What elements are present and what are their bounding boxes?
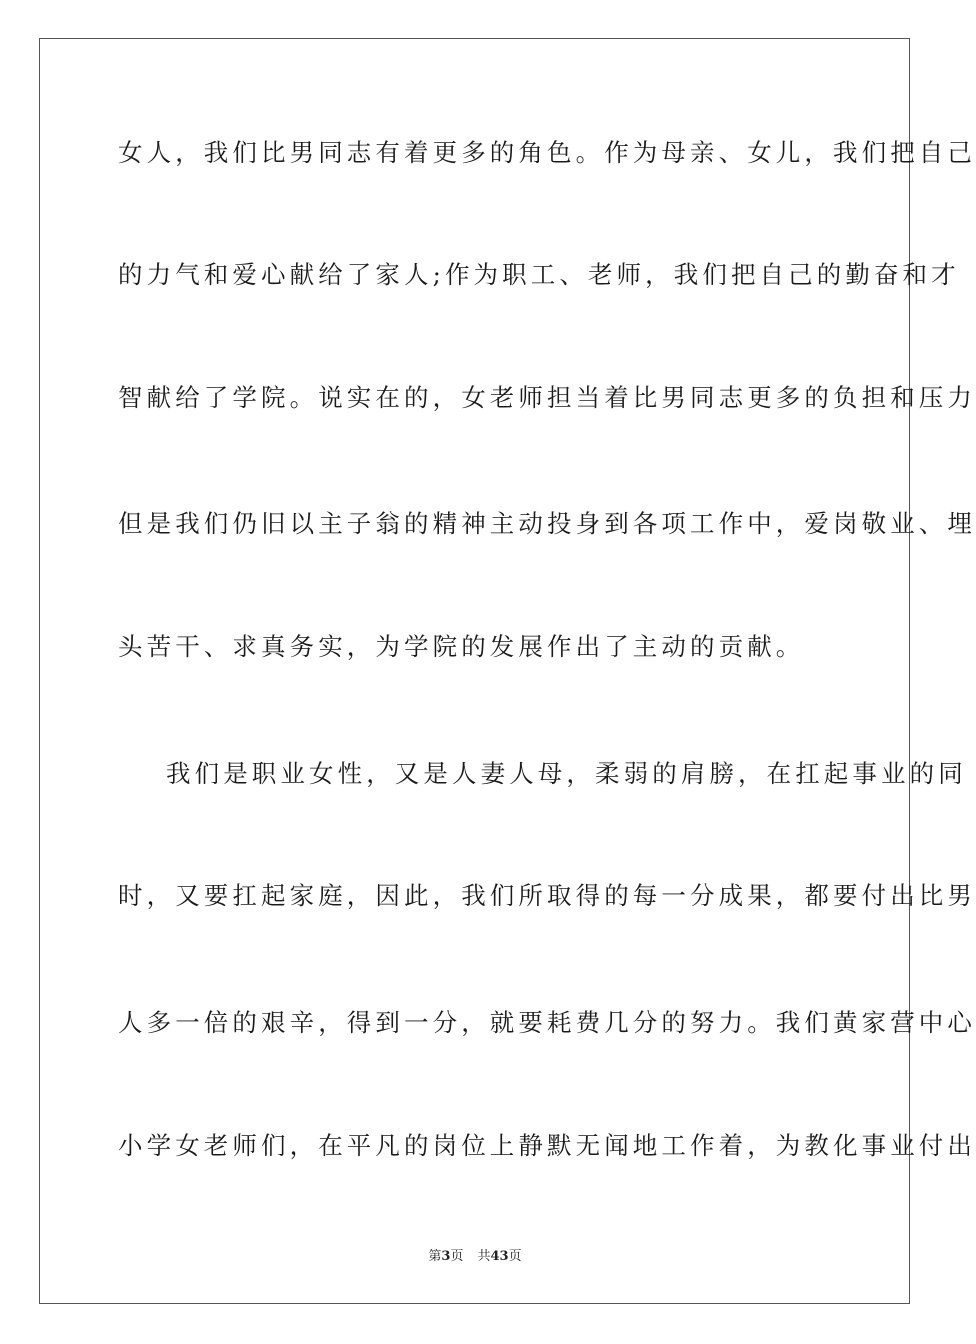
page-footer bbox=[0, 1248, 950, 1266]
body-text-line-3: 智献给了学院。说实在的，女老师担当着比男同志更多的负担和压力 bbox=[118, 383, 976, 412]
body-text-line-5: 头苦干、求真务实，为学院的发展作出了主动的贡献。 bbox=[118, 632, 805, 661]
total-pages-indicator: 共43页 bbox=[477, 1249, 522, 1264]
body-text-line-4: 但是我们仍旧以主子翁的精神主动投身到各项工作中，爱岗敬业、埋 bbox=[118, 509, 976, 538]
body-text-line-1: 女人，我们比男同志有着更多的角色。作为母亲、女儿，我们把自己 bbox=[118, 138, 976, 167]
body-text-line-9: 小学女老师们，在平凡的岗位上静默无闻地工作着，为教化事业付出 bbox=[118, 1131, 976, 1160]
body-text-line-2: 的力气和爱心献给了家人;作为职工、老师，我们把自己的勤奋和才 bbox=[118, 260, 960, 289]
body-text-line-7: 时，又要扛起家庭，因此，我们所取得的每一分成果，都要付出比男 bbox=[118, 881, 976, 910]
body-text-line-6-paragraph-start: 我们是职业女性，又是人妻人母，柔弱的肩膀，在扛起事业的同 bbox=[166, 759, 967, 788]
body-text-line-8: 人多一倍的艰辛，得到一分，就要耗费几分的努力。我们黄家营中心 bbox=[118, 1008, 976, 1037]
page-indicator: 第3页 bbox=[428, 1249, 464, 1264]
page-border bbox=[39, 38, 976, 1304]
